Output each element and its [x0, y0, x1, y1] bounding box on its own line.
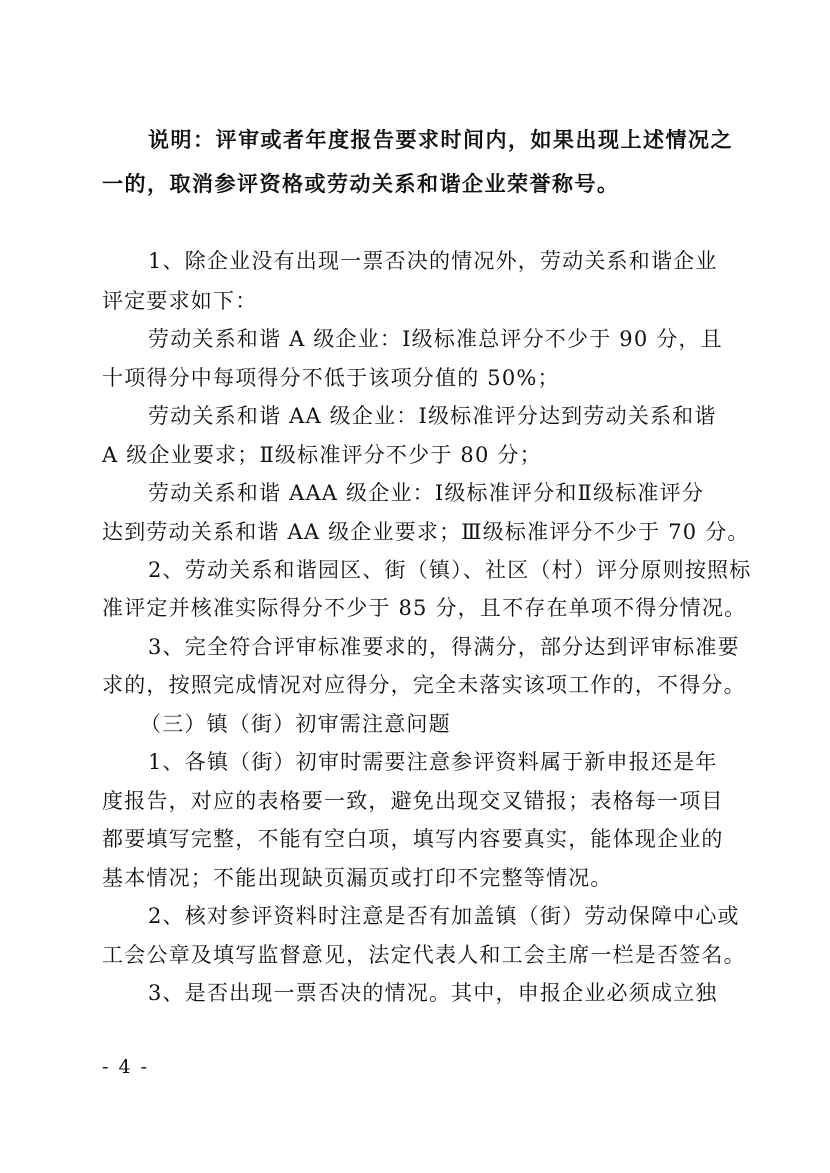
- paragraph-line: 准评定并核准实际得分不少于 85 分，且不存在单项不得分情况。: [102, 596, 747, 620]
- paragraph-line: 劳动关系和谐 AA 级企业：Ⅰ级标准评分达到劳动关系和谐: [148, 404, 717, 428]
- paragraph-line: 2、劳动关系和谐园区、街（镇）、社区（村）评分原则按照标: [148, 558, 752, 582]
- paragraph-line: 劳动关系和谐 A 级企业：Ⅰ级标准总评分不少于 90 分，且: [148, 327, 723, 351]
- paragraph-line: 评定要求如下：: [102, 289, 258, 313]
- paragraph-line: 达到劳动关系和谐 AA 级企业要求；Ⅲ级标准评分不少于 70 分。: [102, 520, 750, 544]
- paragraph-line: A 级企业要求；Ⅱ级标准评分不少于 80 分；: [102, 443, 542, 467]
- note-line-1: 说明：评审或者年度报告要求时间内，如果出现上述情况之: [148, 127, 733, 152]
- paragraph-line: 劳动关系和谐 AAA 级企业：Ⅰ级标准评分和Ⅱ级标准评分: [148, 481, 705, 505]
- paragraph-line: 1、各镇（街）初审时需要注意参评资料属于新申报还是年: [148, 750, 718, 774]
- paragraph-line: 3、是否出现一票否决的情况。其中，申报企业必须成立独: [148, 981, 718, 1005]
- paragraph-line: 十项得分中每项得分不低于该项分值的 50%；: [102, 366, 560, 390]
- paragraph-line: 1、除企业没有出现一票否决的情况外，劳动关系和谐企业: [148, 249, 718, 273]
- paragraph-line: 3、完全符合评审标准要求的，得满分，部分达到评审标准要: [148, 635, 740, 659]
- page-number: - 4 -: [102, 1056, 150, 1078]
- paragraph-line: 工会公章及填写监督意见，法定代表人和工会主席一栏是否签名。: [102, 943, 746, 967]
- paragraph-line: 基本情况；不能出现缺页漏页或打印不完整等情况。: [102, 866, 613, 890]
- paragraph-line: 2、核对参评资料时注意是否有加盖镇（街）劳动保障中心或: [148, 904, 740, 928]
- note-line-2: 一的，取消参评资格或劳动关系和谐企业荣誉称号。: [102, 171, 620, 196]
- paragraph-line: 求的，按照完成情况对应得分，完全未落实该项工作的，不得分。: [102, 673, 746, 697]
- section-heading: （三）镇（街）初审需注意问题: [140, 712, 451, 736]
- paragraph-line: 度报告，对应的表格要一致，避免出现交叉错报；表格每一项目: [102, 789, 724, 813]
- paragraph-line: 都要填写完整，不能有空白项，填写内容要真实，能体现企业的: [102, 827, 724, 851]
